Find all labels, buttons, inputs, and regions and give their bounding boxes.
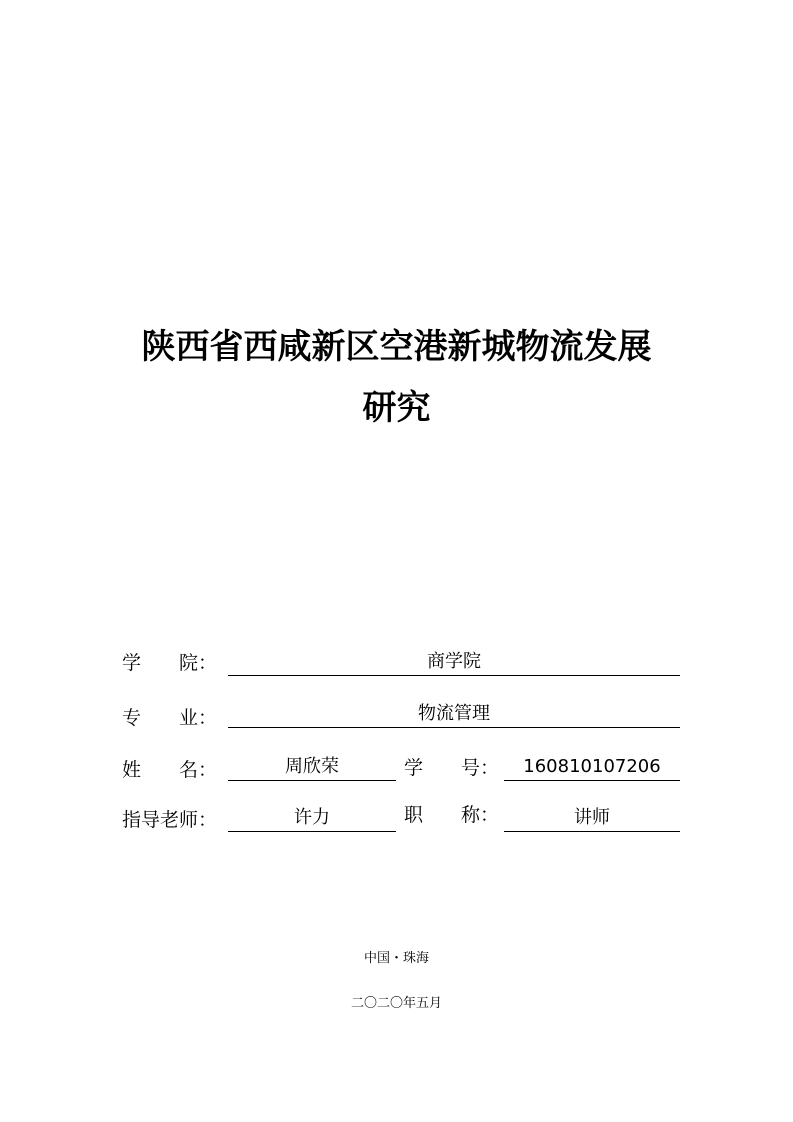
- advisor-field: 许力: [228, 805, 396, 832]
- footer-date: 二〇二〇年五月: [350, 996, 442, 1011]
- student-id-field: 160810107206: [504, 754, 680, 781]
- rank-label: 职 称：: [404, 804, 500, 826]
- name-field: 周欣荣: [228, 754, 396, 781]
- major-label: 专 业：: [122, 707, 218, 729]
- college-label: 学 院：: [122, 652, 218, 674]
- footer-place: 中国・珠海: [363, 951, 429, 966]
- student-id-label: 学 号：: [404, 757, 500, 779]
- advisor-label: 指导老师：: [122, 809, 218, 831]
- thesis-title-line-1: 陕西省西咸新区空港新城物流发展: [141, 327, 652, 367]
- major-field: 物流管理: [228, 701, 680, 728]
- thesis-title-line-2: 研究: [362, 388, 431, 428]
- rank-field: 讲师: [504, 805, 680, 832]
- college-field: 商学院: [228, 649, 680, 676]
- name-label: 姓 名：: [122, 759, 218, 781]
